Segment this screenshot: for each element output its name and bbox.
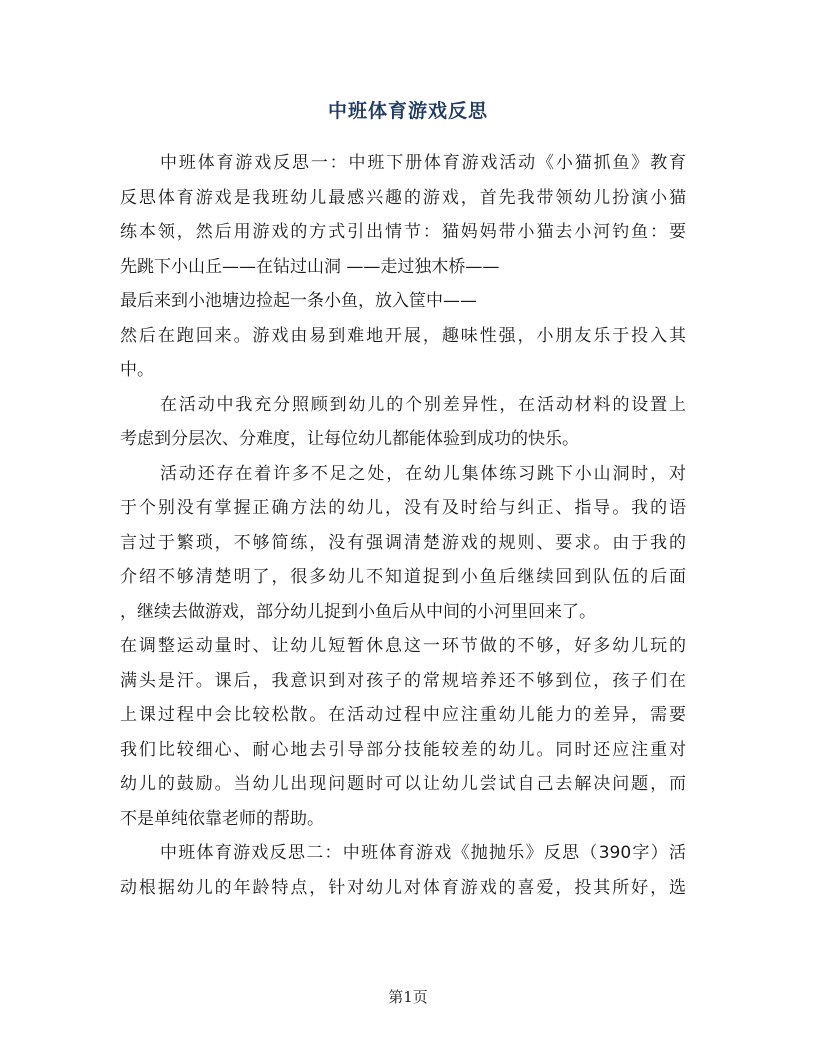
text-line: 中班体育游戏反思二：中班体育游戏《抛抛乐》反思（390字）活 <box>160 843 686 863</box>
text-line: 不是单纯依靠老师的帮助。 <box>120 808 324 829</box>
text-line: 中。 <box>120 360 154 380</box>
text-line: 最后来到小池塘边捡起一条小鱼，放入筐中—— <box>120 291 477 311</box>
document-body <box>120 146 686 905</box>
text-line: 中班体育游戏反思一：中班下册体育游戏活动《小猫抓鱼》教育 <box>160 153 686 173</box>
text-line: 于个别没有掌握正确方法的幼儿，没有及时给与纠正、指导。我的语 <box>120 498 686 518</box>
text-line: 幼儿的鼓励。当幼儿出现问题时可以让幼儿尝试自己去解决问题，而 <box>120 774 686 794</box>
text-line: 练本领，然后用游戏的方式引出情节：猫妈妈带小猫去小河钓鱼：要 <box>120 222 686 242</box>
text-line: 满头是汗。课后，我意识到对孩子的常规培养还不够到位，孩子们在 <box>120 670 686 691</box>
text-line: 考虑到分层次、分难度，让每位幼儿都能体验到成功的快乐。 <box>120 429 579 449</box>
text-line: 在活动中我充分照顾到幼儿的个别差异性，在活动材料的设置上 <box>160 394 686 415</box>
text-line: 动根据幼儿的年龄特点，针对幼儿对体育游戏的喜爱，投其所好，选 <box>120 877 686 898</box>
text-line: 言过于繁琐，不够简练，没有强调清楚游戏的规则、要求。由于我的 <box>120 532 686 553</box>
text-line: 介绍不够清楚明了，很多幼儿不知道捉到小鱼后继续回到队伍的后面 <box>120 567 686 587</box>
text-line: ，继续去做游戏，部分幼儿捉到小鱼后从中间的小河里回来了。 <box>120 601 596 622</box>
document-title: 中班体育游戏反思 <box>327 100 488 122</box>
text-line: 先跳下小山丘——在钻过山洞 ——走过独木桥—— <box>120 256 500 277</box>
text-line: 我们比较细心、耐心地去引导部分技能较差的幼儿。同时还应注重对 <box>120 739 686 760</box>
text-line: 然后在跑回来。游戏由易到难地开展，趣味性强，小朋友乐于投入其 <box>120 325 686 346</box>
text-line: 反思体育游戏是我班幼儿最感兴趣的游戏，首先我带领幼儿扮演小猫 <box>120 187 686 208</box>
text-line: 活动还存在着许多不足之处，在幼儿集体练习跳下小山洞时，对 <box>160 463 686 484</box>
page-number: 第1页 <box>388 988 428 1006</box>
text-line: 上课过程中会比较松散。在活动过程中应注重幼儿能力的差异，需要 <box>120 705 686 725</box>
text-line: 在调整运动量时、让幼儿短暂休息这一环节做的不够，好多幼儿玩的 <box>120 636 686 656</box>
